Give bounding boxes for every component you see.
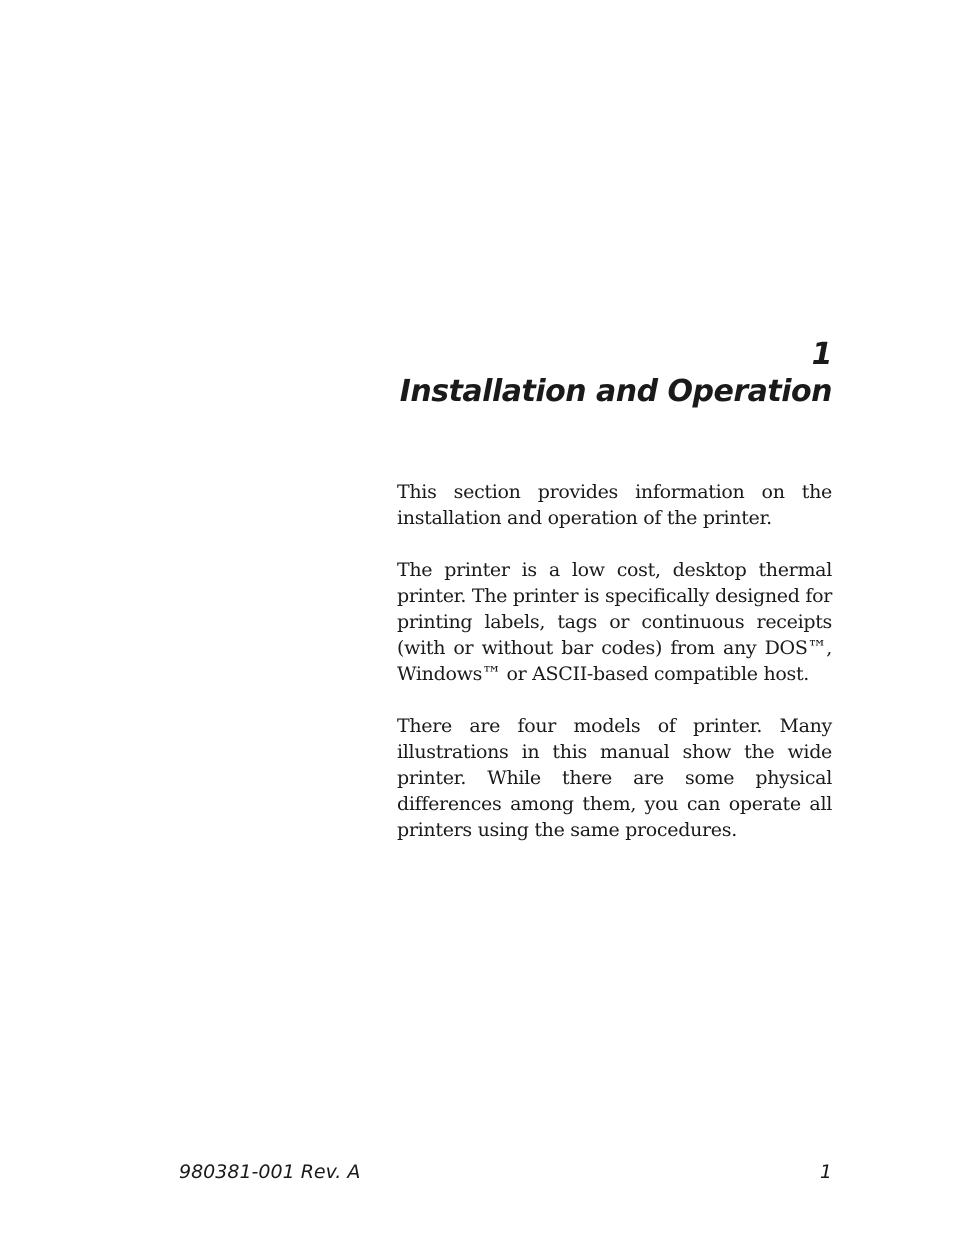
body-text [397, 479, 832, 869]
chapter-heading [400, 336, 832, 410]
paragraph-intro: This section provides information on the installation and operation of the printer. [397, 481, 832, 529]
footer-page-number: 1 [819, 1161, 832, 1183]
chapter-title: Installation and Operation [399, 374, 832, 409]
paragraph-description: The printer is a low cost, desktop thermal printer. The printer is specifically designed for printing labels, tags or continuous receipts (with or without bar codes) from any DOS™, Windows™ or ASCII-based compatible host. [397, 559, 832, 685]
chapter-number: 1 [811, 337, 832, 372]
footer-document-id: 980381-001 Rev. A [179, 1161, 361, 1183]
paragraph-models: There are four models of printer. Many illustrations in this manual show the wide printer. While there are some physical differences among them, you can operate all printers using the same procedures. [397, 715, 832, 841]
